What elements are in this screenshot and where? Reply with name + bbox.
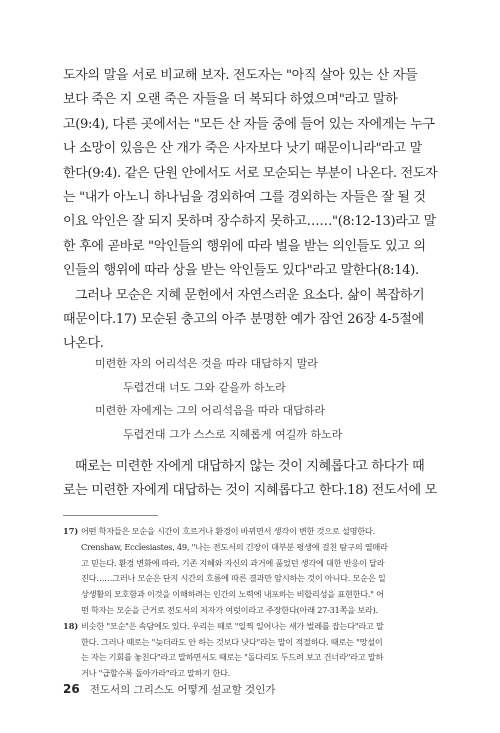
- continuation-text: [63, 455, 437, 504]
- text-line: 한 후에 곧바로 "악인들의 행위에 따라 벌을 받는 의인들도 있고 의: [63, 238, 426, 254]
- footnote: [63, 524, 437, 619]
- quote-line: 미련한 자에게는 그의 어리석음을 따라 대답하라: [95, 404, 326, 417]
- text-line: 나온다.: [63, 336, 104, 352]
- running-title: 전도서의 그리스도 어떻게 설교할 것인가: [89, 684, 276, 696]
- text-line: 보다 죽은 지 오랜 죽은 자들을 더 복되다 하였으며"라고 말하: [63, 92, 398, 108]
- page-footer: [63, 682, 275, 697]
- page-number: 26: [63, 682, 80, 696]
- footnote-line: 고 믿는다. 환경 변화에 따라, 기존 지혜와 자신의 과거에 품었던 생각에 대한 반응이 달라: [81, 557, 385, 568]
- footnote-line: 거나 "급할수록 돌아가라"라고 말하기 한다.: [81, 668, 231, 679]
- footnote-number: 18): [63, 620, 79, 631]
- text-line: 때로는 미련한 자에게 대답하지 않는 것이 지혜롭다고 하다가 때: [75, 459, 425, 474]
- footnote-line: Crenshaw, Ecclesiastes, 49, "나는 전도서의 긴장이 대부분 평생에 걸친 탐구의 열매라: [81, 541, 388, 552]
- text-line: 이요 악인은 잘 되지 못하며 장수하지 못하고……"(8:12-13)라고 말: [63, 214, 436, 230]
- footnotes: [63, 524, 437, 682]
- text-line: 한다(9:4). 같은 단원 안에서도 서로 모순되는 부분이 나온다. 전도자: [63, 165, 438, 181]
- footnote-line: 한다. 그러나 때로는 "늦더라도 안 하는 것보다 낫다"라는 말이 적절하다. 때로는 "망설이: [81, 636, 383, 647]
- footnote-line: 떤 학자는 모순을 근거로 전도서의 저자가 여럿이라고 주장한다(아래 27-31쪽을 보라).: [81, 604, 378, 615]
- text-line: 인들의 행위에 따라 상을 받는 악인들도 있다"라고 말한다(8:14).: [63, 263, 419, 279]
- footnote-divider: [63, 515, 158, 516]
- proverbs-quote: [95, 352, 435, 446]
- text-line: 그러나 모순은 지혜 문헌에서 자연스러운 요소다. 삶이 복잡하기: [75, 287, 425, 303]
- quote-line: 두렵건대 그가 스스로 지혜롭게 여길까 하노라: [123, 427, 343, 441]
- footnote-line: 비슷한 "모순"은 속담에도 있다. 우리는 때로 "일찍 일어나는 새가 벌레를 잡는다"라고 말: [81, 620, 384, 631]
- text-line: 도자의 말을 서로 비교해 보자. 전도자는 "아직 살아 있는 산 자들: [63, 68, 418, 83]
- footnote-line: 어떤 학자들은 모순을 시간이 흐르거나 환경이 바뀌면서 생각이 변한 것으로 설명한다.: [81, 526, 375, 536]
- text-line: 로는 미련한 자에게 대답하는 것이 지혜롭다고 한다.18) 전도서에 모: [63, 483, 437, 499]
- footnote-line: 는 자는 기회를 놓친다"라고 말하면서도 때로는 "돌다리도 두드려 보고 건너라"라고 말하: [81, 652, 384, 663]
- main-text: [63, 64, 437, 357]
- text-line: 나 소망이 있음은 산 개가 죽은 사자보다 낫기 때문이니라"라고 말: [63, 141, 422, 157]
- text-line: 는 "내가 아노니 하나님을 경외하여 그를 경외하는 자들은 잘 될 것: [63, 190, 426, 206]
- footnote-line: 상생활의 모호함과 이것을 이해하려는 인간의 노력에 내포하는 비합리성을 표현한다." 어: [81, 589, 384, 600]
- footnote: [63, 619, 437, 682]
- footnote-number: 17): [63, 526, 79, 536]
- text-line: 때문이다.17) 모순된 충고의 아주 분명한 예가 잠언 26장 4-5절에: [63, 312, 424, 328]
- quote-line: 두렵건대 너도 그와 같을까 하노라: [123, 380, 286, 394]
- text-line: 고(9:4), 다른 곳에서는 "모든 산 자들 중에 들어 있는 자에게는 누구: [63, 116, 435, 132]
- footnote-line: 진다……그러나 모순은 단지 시간의 흐름에 따른 결과만 암시하는 것이 아니다. 모순은 일: [81, 573, 386, 584]
- quote-line: 미련한 자의 어리석은 것을 따라 대답하지 말라: [95, 357, 318, 370]
